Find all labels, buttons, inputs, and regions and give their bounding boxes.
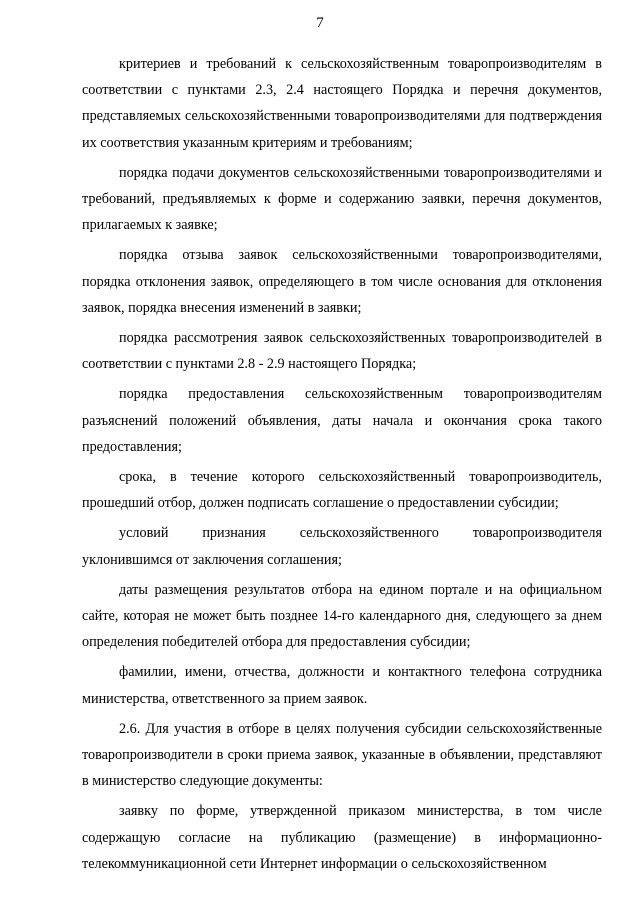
paragraph-signing-deadline: срока, в течение которого сельскохозяйственный товаропроизводитель, прошедший отбор, должен подписать соглашение о предоставлении субсидии; (82, 469, 602, 512)
paragraph-section-2-6: 2.6. Для участия в отборе в целях получения субсидии сельскохозяйственные товаропроизводители в сроки приема заявок, указанные в объявлении, представляют в министерство следующие документы: (82, 720, 602, 790)
document-body (82, 51, 602, 881)
paragraph-contact-person: фамилии, имени, отчества, должности и контактного телефона сотрудника министерства, ответственного за прием заявок. (82, 664, 602, 707)
paragraph-application-form: заявку по форме, утвержденной приказом министерства, в том числе содержащую согласие на публикацию (размещение) в информационно-телекоммуникационной сети Интернет информации о сельскохозяйственном (82, 803, 602, 872)
paragraph-review-procedure: порядка рассмотрения заявок сельскохозяйственных товаропроизводителей в соответствии с пунктами 2.8 - 2.9 настоящего Порядка; (82, 330, 602, 373)
paragraph-clarifications: порядка предоставления сельскохозяйственным товаропроизводителям разъяснений положений объявления, даты начала и окончания срока такого предоставления; (82, 386, 602, 455)
paragraph-submission-procedure: порядка подачи документов сельскохозяйственными товаропроизводителями и требований, предъявляемых к форме и содержанию заявки, перечня документов, прилагаемых к заявке; (82, 164, 602, 234)
paragraph-results-publication: даты размещения результатов отбора на едином портале и на официальном сайте, которая не может быть позднее 14-го календарного дня, следующего за днем определения победителей отбора для предоставления субсидии; (82, 581, 602, 651)
paragraph-evasion-conditions: условий признания сельскохозяйственного товаропроизводителя уклонившимся от заключения соглашения; (82, 525, 602, 568)
paragraph-criteria: критериев и требований к сельскохозяйственным товаропроизводителям в соответствии с пунктами 2.3, 2.4 настоящего Порядка и перечня документов, представляемых сельскохозяйственными товаропроизводителями для подтверждения их соответствия указанным критериям и требованиям; (82, 56, 602, 151)
page-number: 7 (316, 15, 324, 31)
paragraph-withdrawal-procedure: порядка отзыва заявок сельскохозяйственными товаропроизводителями, порядка отклонения заявок, определяющего в том числе основания для отклонения заявок, порядка внесения изменений в заявки; (82, 247, 602, 316)
